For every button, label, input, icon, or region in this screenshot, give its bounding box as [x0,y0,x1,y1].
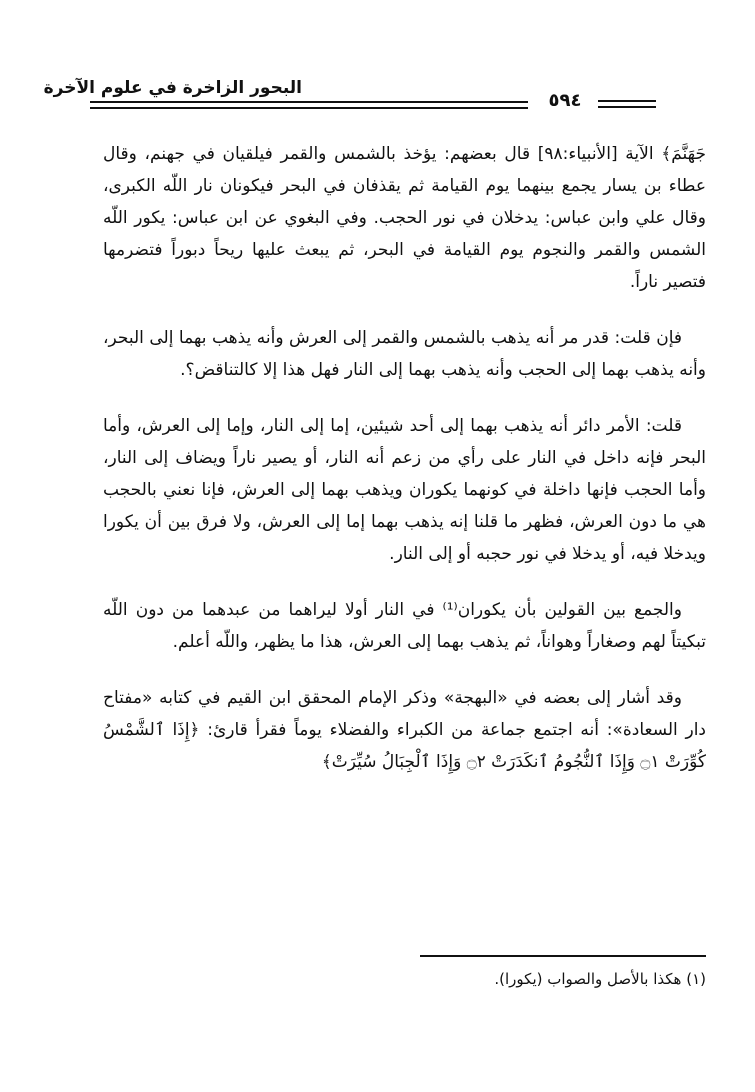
header-rule-left-top [90,101,528,103]
header-rule-left-bottom [90,107,528,109]
footnote-1: (١) هكذا بالأصل والصواب (يكورا). [494,970,706,988]
paragraph-3: قلت: الأمر دائر أنه يذهب بهما إلى أحد شيئين، إما إلى النار، وإما إلى العرش، وأما البحر فإنه داخل في النار على رأي من زعم أنه النار، أو يصير ناراً ويضاف إلى النار، وأما الحجب فإنها داخلة في كونهما يكوران ويذهب بهما إلى العرش، فإنا نعني بالحجب هي ما دون العرش، فظهر ما قلنا إنه يذهب بهما إما إلى العرش، ولا فرق بين أن يكورا ويدخلا فيه، أو يدخلا في نور حجبه أو إلى النار. [103,416,706,564]
header-rule-right-bottom [598,106,656,108]
header-rule-right-top [598,100,656,102]
page-number: ٥٩٤ [548,90,582,111]
paragraph-1: جَهَنَّمَ﴾ الآية [الأنبياء:٩٨] قال بعضهم: يؤخذ بالشمس والقمر فيلقيان في جهنم، وقال عطاء بن يسار يجمع بينهما يوم القيامة ثم يقذفان في البحر فيكونان نار اللّه الكبرى، وقال علي وابن عباس: يدخلان في نور الحجب. وفي البغوي عن ابن عباس: يكور اللّه الشمس والقمر والنجوم يوم القيامة في البحر، ثم يبعث عليها ريحاً دبوراً فتضرمها فتصير ناراً. [103,144,706,292]
footnote-separator [420,955,706,957]
paragraph-5: وقد أشار إلى بعضه في «البهجة» وذكر الإمام المحقق ابن القيم في كتابه «مفتاح دار السعادة»: أنه اجتمع جماعة من الكبراء والفضلاء يوماً فقرأ قارئ: ﴿إِذَا ٱلشَّمْسُ كُوِّرَتْ ۝١ وَإِذَا ٱلنُّجُومُ ٱنكَدَرَتْ ۝٢ وَإِذَا ٱلْجِبَالُ سُيِّرَتْ﴾ [103,688,706,772]
body-text [103,138,706,802]
running-header-title: البحور الزاخرة في علوم الآخرة [43,78,302,98]
paragraph-2: فإن قلت: قدر مر أنه يذهب بالشمس والقمر إلى العرش وأنه يذهب بهما إلى البحر، وأنه يذهب بهما إلى الحجب وأنه يذهب بهما إلى النار فهل هذا إلا كالتناقض؟. [103,328,706,380]
paragraph-4: والجمع بين القولين بأن يكوران⁽¹⁾ في النار أولا ليراهما من عبدهما من دون اللّه تبكيتاً لهم وصغاراً وهواناً، ثم يذهب بهما إلى العرش، هذا ما يظهر، واللّه أعلم. [103,600,706,652]
